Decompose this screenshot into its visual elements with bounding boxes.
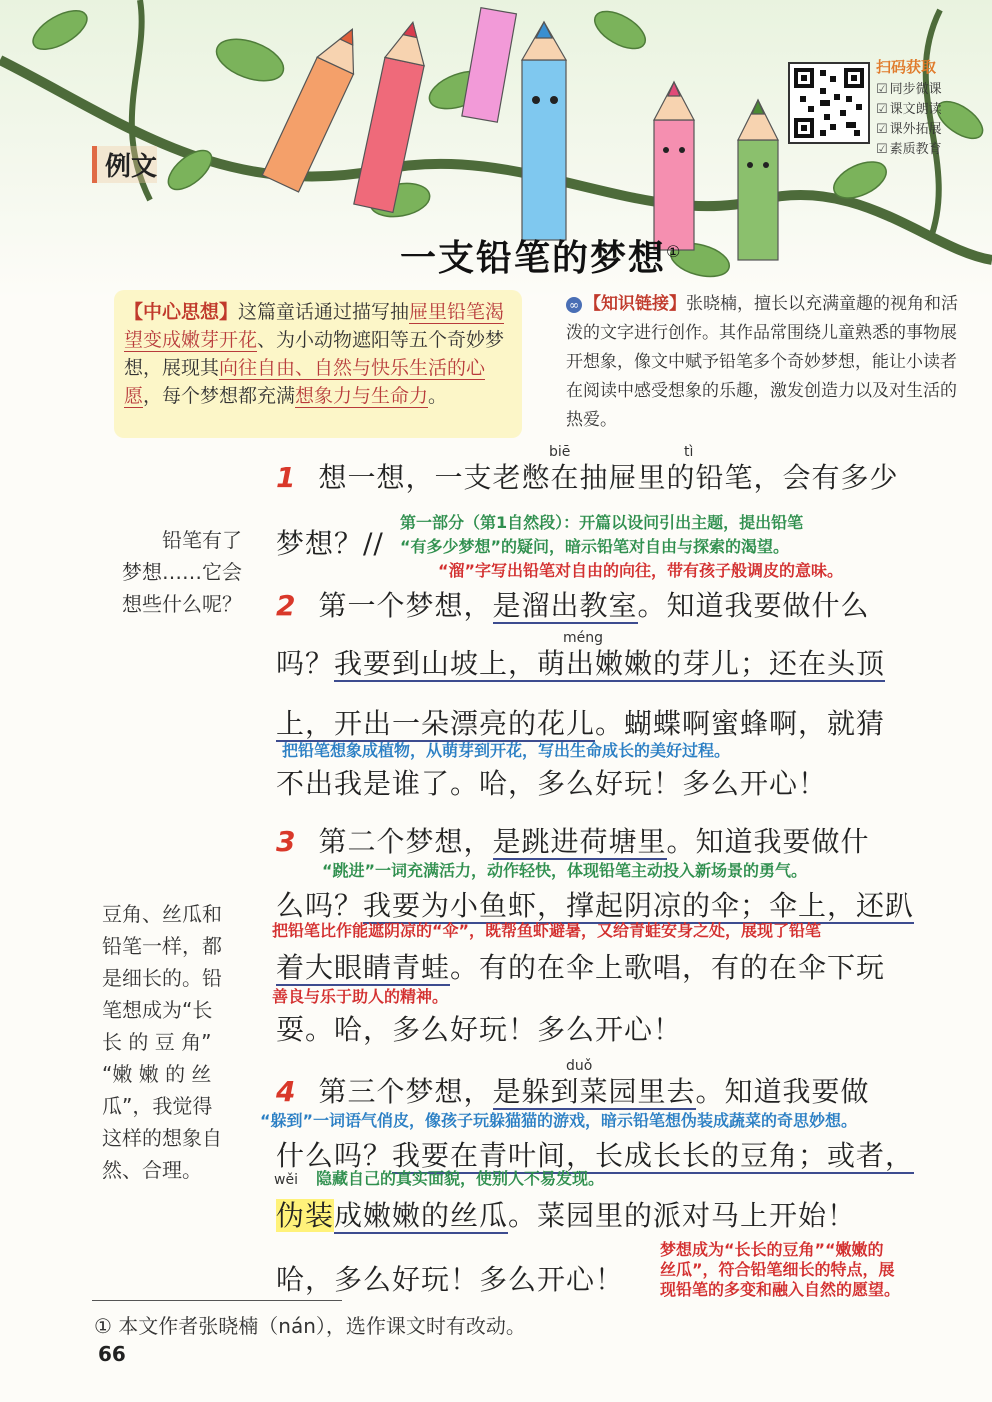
center-idea-text-3: ，每个梦想都充满	[143, 385, 296, 407]
annotation-umbrella-b: 善良与乐于助人的精神。	[272, 987, 449, 1006]
side-note-1-line: 梦想……它会	[122, 560, 242, 584]
para-4-text: 。知道我要做	[695, 1075, 870, 1108]
para-2-underline: 上，开出一朵漂亮的花儿	[276, 707, 596, 740]
para-2-text: 。知道我要做什么	[637, 589, 870, 622]
para-3-text: 耍。哈，多么好玩！多么开心！	[276, 1013, 683, 1046]
side-note-2-line: “嫩 嫩 的 丝	[102, 1062, 212, 1086]
footnote-divider	[92, 1300, 342, 1301]
title-footnote-marker: ①	[666, 242, 683, 261]
para-2-text: 不出我是谁了。哈，多么好玩！多么开心！	[276, 767, 828, 800]
para-3-text: 。知道我要做什	[666, 825, 870, 858]
para-2-line-4	[276, 762, 827, 802]
side-note-1	[102, 524, 242, 620]
annotation-weizhuang: 隐藏自己的真实面貌，使别人不易发现。	[316, 1169, 605, 1188]
annotation-dream-summary-line: 梦想成为“长长的豆角”“嫩嫩的	[660, 1240, 884, 1259]
knowledge-link-text: 张晓楠，擅长以充满童趣的视角和活泼的文字进行创作。其作品常围绕儿童熟悉的事物展开想象，像文中赋予铅笔多个奇妙梦想，能让小读者在阅读中感受想象的乐趣，激发创造力以及对生活的热爱。	[566, 294, 958, 430]
para-2-text: 吗？	[276, 647, 335, 680]
para-4-line-4	[276, 1258, 624, 1298]
side-note-2-line: 瓜”，我觉得	[102, 1094, 213, 1118]
side-note-2	[102, 898, 252, 1186]
center-idea-text-1: 这篇童话通过描写抽	[238, 301, 410, 323]
para-3-underline: 是跳进荷塘里	[492, 825, 667, 858]
qr-code[interactable]	[788, 62, 870, 144]
pinyin-ti: tì	[684, 444, 694, 460]
side-note-1-line: 想些什么呢？	[122, 592, 242, 616]
knowledge-link-box	[566, 290, 966, 435]
para-3-text: 第二个梦想，	[318, 825, 493, 858]
para-2-line-1	[276, 584, 870, 624]
para-3-line-1	[276, 820, 870, 860]
para-1-number: 1	[276, 461, 297, 494]
para-4-text: 哈，多么好玩！多么开心！	[276, 1263, 625, 1296]
annotation-dream-summary-line: 现铅笔的多变和融入自然的愿望。	[660, 1280, 901, 1299]
para-2-text: 第一个梦想，	[318, 589, 493, 622]
para-2-underline: 我要到山坡上，萌出嫩嫩的芽儿；还在头顶	[334, 647, 886, 680]
footnote: ① 本文作者张晓楠（nán），选作课文时有改动。	[94, 1314, 526, 1338]
annotation-dream-summary	[660, 1240, 900, 1300]
para-1-line-1	[276, 456, 899, 496]
pinyin-wei: wěi	[274, 1172, 298, 1188]
page-number: 66	[98, 1342, 126, 1366]
side-note-2-line: 笔想成为“长	[102, 998, 213, 1022]
para-4-number: 4	[276, 1075, 297, 1108]
side-note-2-line: 豆角、丝瓜和	[102, 902, 222, 926]
knowledge-link-tag: 【知识链接】	[584, 294, 686, 314]
para-3-underline: 我要为小鱼虾，撑起阴凉的伞；伞上，还趴	[363, 889, 915, 922]
pinyin-bie: biē	[549, 444, 571, 460]
para-4-highlight: 伪装	[276, 1199, 335, 1232]
center-idea-underline-3: 想象力与生命力	[295, 385, 429, 407]
qr-item-reading[interactable]: ☑ 课文朗读	[876, 100, 976, 120]
center-idea-underline-2: 向往自由、自然与快乐生活的心愿	[124, 357, 486, 407]
annotation-part-one-b: “有多少梦想”的疑问，暗示铅笔对自由与探索的渴望。	[400, 537, 790, 556]
para-3-line-2	[276, 884, 914, 924]
para-3-line-4	[276, 1008, 682, 1048]
annotation-plant: 把铅笔想象成植物，从萌芽到开花，写出生命成长的美好过程。	[282, 741, 731, 760]
qr-code-image	[790, 64, 868, 142]
side-note-2-line: 这样的想象自	[102, 1126, 222, 1150]
side-note-2-line: 是细长的。铅	[102, 966, 222, 990]
section-label: 例文	[92, 146, 157, 183]
para-1-line-2	[276, 522, 384, 562]
para-2-line-3	[276, 702, 885, 742]
center-idea-text-2: 、为小动物遮阳等五个奇妙梦想，展现其	[124, 329, 505, 379]
qr-item-extension[interactable]: ☑ 课外拓展	[876, 120, 976, 140]
para-3-number: 3	[276, 825, 297, 858]
center-idea-tag: 【中心思想】	[124, 301, 239, 323]
para-2-underline: 是溜出教室	[492, 589, 638, 622]
qr-heading: 扫码获取	[876, 58, 937, 76]
qr-item-education[interactable]: ☑ 素质教育	[876, 140, 976, 160]
para-3-line-3	[276, 946, 885, 986]
para-4-underline: 是躲到菜园里去	[492, 1075, 696, 1108]
para-4-underline: 成嫩嫩的丝瓜	[334, 1199, 509, 1232]
qr-item-microlesson[interactable]: ☑ 同步微课	[876, 80, 976, 100]
para-1-text-2: 梦想？//	[276, 527, 384, 560]
para-2-number: 2	[276, 589, 297, 622]
annotation-duodao: “躲到”一词语气俏皮，像孩子玩躲猫猫的游戏，暗示铅笔想伪装成蔬菜的奇思妙想。	[260, 1111, 858, 1130]
para-4-line-3	[276, 1194, 856, 1234]
annotation-umbrella: 把铅笔比作能遮阴凉的“伞”，既帮鱼虾避暑，又给青蛙安身之处，展现了铅笔	[272, 921, 822, 940]
pinyin-meng: méng	[563, 630, 604, 646]
para-2-line-2	[276, 642, 885, 682]
link-icon: ∞	[566, 297, 582, 313]
qr-panel	[876, 56, 976, 160]
side-note-1-line: 铅笔有了	[162, 528, 242, 552]
annotation-part-one: 第一部分（第1自然段）：开篇以设问引出主题，提出铅笔	[400, 513, 804, 532]
para-2-text: 。蝴蝶啊蜜蜂啊，就猜	[595, 707, 886, 740]
para-4-line-1	[276, 1070, 870, 1110]
annotation-liu: “溜”字写出铅笔对自由的向往，带有孩子般调皮的意味。	[438, 561, 844, 580]
para-4-underline: 我要在青叶间，长成长长的豆角；或者，	[392, 1139, 915, 1172]
center-idea-text-4: 。	[428, 385, 448, 407]
article-title	[400, 230, 682, 281]
annotation-dream-summary-line: 丝瓜”，符合铅笔细长的特点，展	[660, 1260, 895, 1279]
para-1-text-1: 想一想，一支老憋在抽屉里的铅笔，会有多少	[318, 461, 899, 494]
para-3-underline: 着大眼睛青蛙	[276, 951, 451, 984]
para-4-text: 。菜园里的派对马上开始！	[508, 1199, 857, 1232]
para-3-text: 么吗？	[276, 889, 364, 922]
annotation-tiaojin: “跳进”一词充满活力，动作轻快，体现铅笔主动投入新场景的勇气。	[322, 861, 808, 880]
center-idea-box	[114, 290, 522, 438]
pinyin-duo: duǒ	[566, 1058, 593, 1074]
side-note-2-line: 长 的 豆 角”	[102, 1030, 212, 1054]
para-4-text: 第三个梦想，	[318, 1075, 493, 1108]
side-note-2-line: 铅笔一样，都	[102, 934, 222, 958]
para-3-text: 。有的在伞上歌唱，有的在伞下玩	[450, 951, 886, 984]
para-4-text: 什么吗？	[276, 1139, 393, 1172]
center-idea-underline-1: 屉里铅笔渴望变成嫩芽开花	[124, 301, 505, 351]
title-text: 一支铅笔的梦想	[400, 238, 667, 279]
side-note-2-line: 然、合理。	[102, 1158, 202, 1182]
